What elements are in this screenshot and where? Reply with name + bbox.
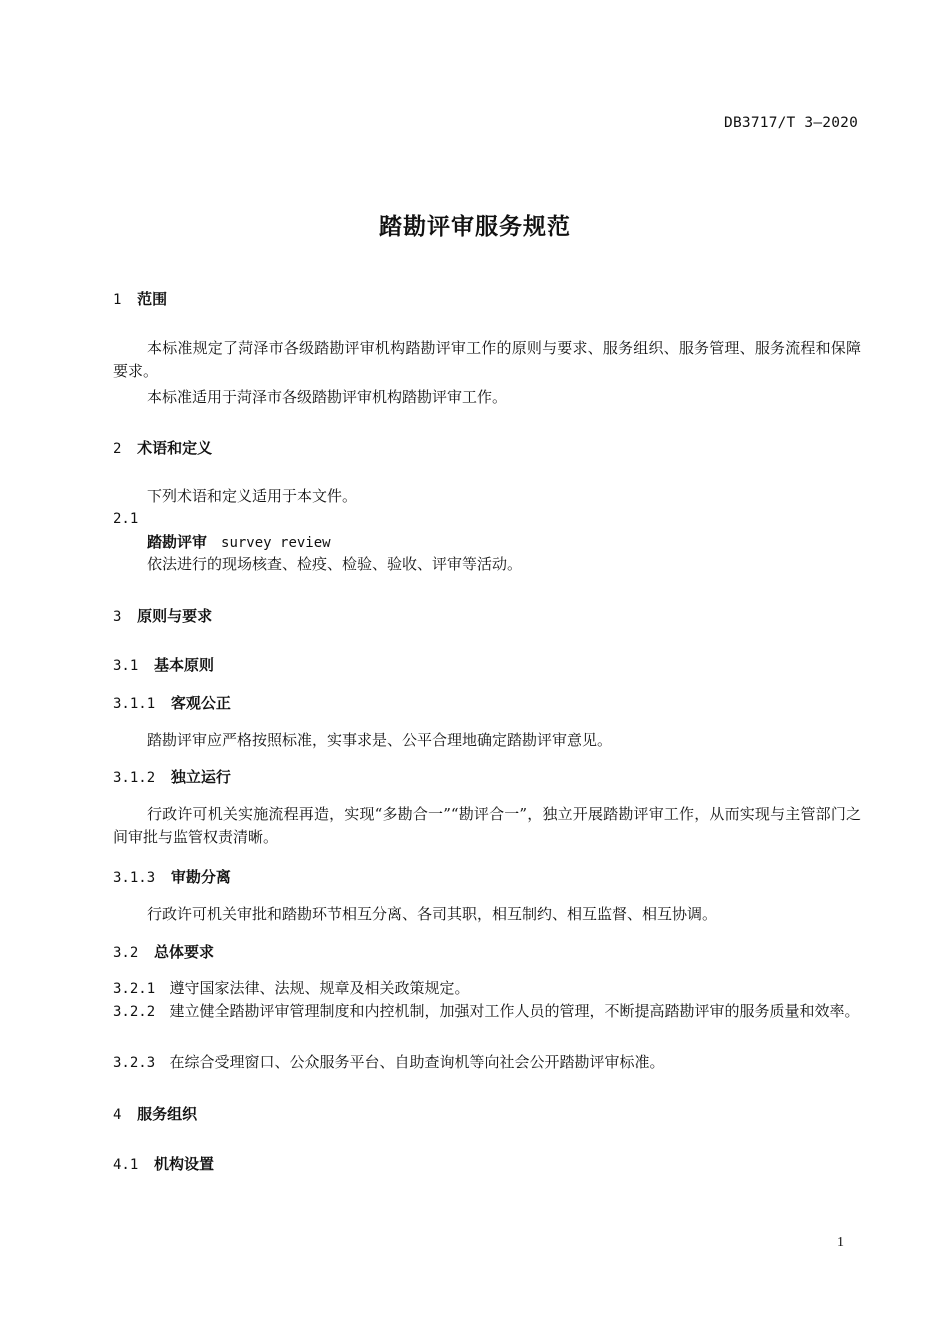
- section-title: 独立运行: [170, 768, 231, 786]
- clause-3-2-2: [113, 1000, 861, 1024]
- section-number: 3: [113, 609, 122, 625]
- term-english: survey review: [221, 535, 331, 551]
- section-title: 基本原则: [153, 656, 214, 674]
- section-number: 1: [113, 292, 122, 308]
- section-3-heading: [113, 605, 212, 626]
- scope-paragraph-1: 本标准规定了菏泽市各级踏勘评审机构踏勘评审工作的原则与要求、服务组织、服务管理、服务流程和保障要求。: [113, 339, 861, 380]
- term-entry: [147, 531, 331, 555]
- section-number: 3.2: [113, 945, 139, 961]
- term-definition: 依法进行的现场核查、检疫、检验、验收、评审等活动。: [147, 555, 523, 573]
- section-title: 客观公正: [170, 694, 231, 712]
- section-number: 3.1.1: [113, 696, 156, 712]
- clause-3-2-3: [113, 1051, 664, 1075]
- standard-code: DB3717/T 3—2020: [724, 115, 858, 131]
- section-title: 术语和定义: [137, 439, 213, 457]
- clause-text: 遵守国家法律、法规、规章及相关政策规定。: [169, 979, 470, 997]
- section-3-1-1-text: 踏勘评审应严格按照标准，实事求是、公平合理地确定踏勘评审意见。: [147, 731, 613, 749]
- scope-paragraph-2: 本标准适用于菏泽市各级踏勘评审机构踏勘评审工作。: [147, 388, 508, 406]
- section-number: 3.1.3: [113, 870, 156, 886]
- clause-number: 3.2.3: [113, 1055, 156, 1071]
- section-number: 4.1: [113, 1157, 139, 1173]
- term-chinese: 踏勘评审: [147, 533, 208, 551]
- clause-number: 3.2.1: [113, 981, 156, 997]
- section-number: 4: [113, 1107, 122, 1123]
- clause-text: 建立健全踏勘评审管理制度和内控机制，加强对工作人员的管理，不断提高踏勘评审的服务质量和效率。: [169, 1002, 860, 1020]
- page-number: 1: [837, 1235, 844, 1250]
- section-3-1-3-text: 行政许可机关审批和踏勘环节相互分离、各司其职，相互制约、相互监督、相互协调。: [147, 905, 718, 923]
- section-number: 3.1: [113, 658, 139, 674]
- clause-number: 3.2.2: [113, 1004, 156, 1020]
- section-1-heading: [113, 288, 167, 309]
- section-3-1-3-heading: [113, 866, 231, 887]
- section-number: 3.1.2: [113, 770, 156, 786]
- section-3-1-1-heading: [113, 692, 231, 713]
- section-3-2-heading: [113, 941, 214, 962]
- section-3-1-heading: [113, 654, 214, 675]
- section-title: 范围: [137, 290, 168, 308]
- terms-intro: 下列术语和定义适用于本文件。: [147, 487, 358, 505]
- section-4-heading: [113, 1103, 197, 1124]
- term-number: 2.1: [113, 511, 139, 527]
- document-title: 踏勘评审服务规范: [379, 214, 571, 240]
- section-title: 总体要求: [153, 943, 214, 961]
- section-3-1-2-heading: [113, 766, 231, 787]
- clause-3-2-1: [113, 977, 469, 1001]
- section-2-heading: [113, 437, 212, 458]
- section-title: 原则与要求: [137, 607, 213, 625]
- clause-text: 在综合受理窗口、公众服务平台、自助查询机等向社会公开踏勘评审标准。: [169, 1053, 665, 1071]
- section-4-1-heading: [113, 1153, 214, 1174]
- section-title: 机构设置: [153, 1155, 214, 1173]
- section-title: 审勘分离: [170, 868, 231, 886]
- section-3-1-2-text: 行政许可机关实施流程再造，实现“多勘合一”“勘评合一”，独立开展踏勘评审工作，从而实现与主管部门之间审批与监管权责清晰。: [113, 805, 861, 846]
- section-number: 2: [113, 441, 122, 457]
- section-title: 服务组织: [137, 1105, 198, 1123]
